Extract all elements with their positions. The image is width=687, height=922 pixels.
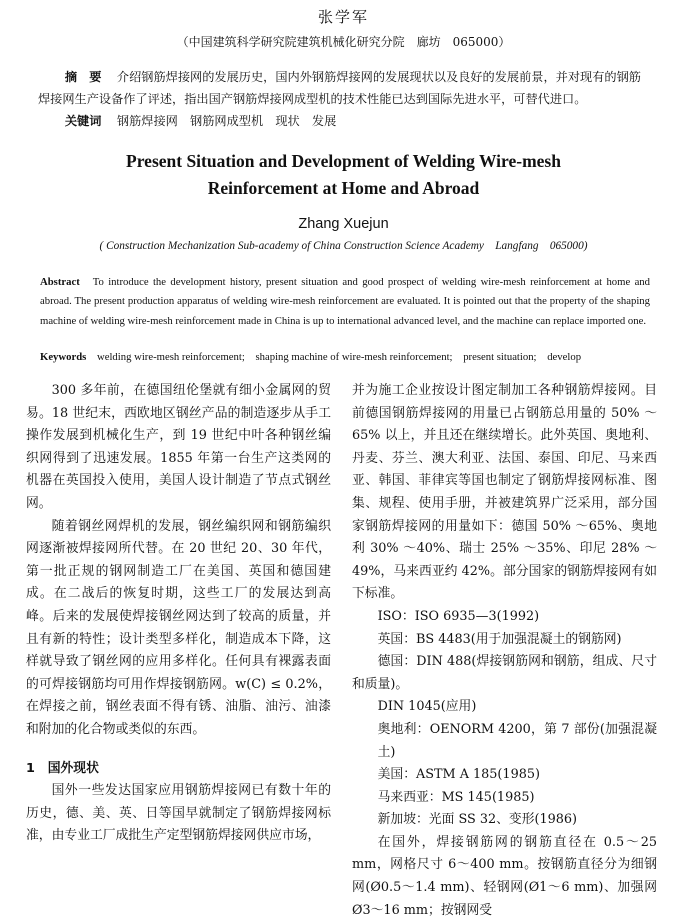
abstract-cn-label: 摘 要 (64, 70, 102, 84)
body-left-column (26, 380, 331, 848)
english-affiliation: ( Construction Mechanization Sub-academy of China Construction Science Academy Langfang 065000) (99, 240, 588, 252)
author-name-cn: 张学军 (317, 8, 369, 26)
english-title-line2: Reinforcement at Home and Abroad (207, 178, 480, 198)
abstract-cn-text: 介绍钢筋焊接网的发展历史，国内外钢筋焊接网的发展现状以及良好的发展前景，并对现有的钢筋焊接网生产设备作了评述，指出国产钢筋焊接网成型机的技术性能已达到国际先进水平，可替代进口。 (38, 70, 641, 106)
paragraph: 在国外，焊接钢筋网的钢筋直径在 0.5～25 mm，网格尺寸 6～400 mm。按钢筋直径分为细钢网(Ø0.5～1.4 mm)、轻钢网(Ø1～6 mm)、加强网 Ø3～16 mm；按钢网受 (352, 834, 657, 918)
standard-item: 德国：DIN 488(焊接钢筋网和钢筋，组成、尺寸和质量)。 (352, 654, 657, 692)
standard-item: 新加坡：光面 SS 32、变形(1986) (377, 812, 578, 828)
standard-item: ISO：ISO 6935—3(1992) (377, 608, 540, 624)
affiliation-cn: （中国建筑科学研究院建筑机械化研究分院 廊坊 065000） (176, 35, 511, 49)
paragraph: 并为施工企业按设计图定制加工各种钢筋焊接网。目前德国钢筋焊接网的用量已占钢筋总用量的 50% ～65% 以上，并且还在继续增长。此外英国、奥地利、丹麦、芬兰、澳大利亚、法国、泰国、印尼、马来西亚、韩国、菲律宾等国也制定了钢筋焊接网标准、图集、规程、使用手册，并被建筑界广泛采用，部分国家钢筋焊接网的用量如下：德国 50% ～65%、奥地利 30% ～40%、瑞士 25% ～35%、印尼 28% ～49%，马来西亚约 42%。部分国家的钢筋焊接网有如下标准。 (352, 383, 657, 602)
english-abstract-text: To introduce the development history, present situation and good prospect of welding wire-mesh reinforcement at home and abroad. The present production apparatus of welding wire-mesh reinforcement are evaluated. It is pointed out that the property of the shaping machine of welding wire-mesh reinforcement made in China is up to international advanced level, and the machine can replace imported one. (40, 276, 650, 327)
standard-item: 马来西亚：MS 145(1985) (377, 789, 535, 805)
english-title-line1: Present Situation and Development of Welding Wire-mesh (126, 151, 561, 171)
english-keywords-text: welding wire-mesh reinforcement; shaping machine of wire-mesh reinforcement; present situation; develop (97, 351, 582, 363)
standard-item: 美国：ASTM A 185(1985) (377, 767, 540, 783)
english-abstract-label: Abstract (40, 276, 80, 288)
body-right-column (352, 380, 657, 922)
english-author: Zhang Xuejun (298, 216, 389, 232)
english-keywords-label: Keywords (40, 351, 87, 363)
standard-item: 英国：BS 4483(用于加强混凝土的钢筋网) (377, 631, 622, 647)
paragraph: 300 多年前，在德国纽伦堡就有细小金属网的贸易。18 世纪末，西欧地区钢丝产品的制造逐步从手工操作发展到机械化生产，到 19 世纪中叶各种钢丝编织网得到了迅速发展。1855 年第一台生产这类网的机器在英国投入使用，美国人设计制造了节点式钢丝网。 (26, 383, 331, 511)
english-title (0, 148, 687, 202)
english-abstract (40, 273, 650, 331)
keywords-cn-label: 关键词 (64, 114, 102, 128)
standard-item: DIN 1045(应用) (377, 699, 477, 715)
standard-item: 奥地利：OENORM 4200，第 7 部份(加强混凝土) (377, 721, 657, 760)
keywords-cn-text: 钢筋焊接网 钢筋网成型机 现状 发展 (116, 114, 337, 128)
section-heading: 1 国外现状 (26, 760, 99, 776)
abstract-cn (38, 66, 650, 132)
english-keywords (40, 348, 650, 367)
paragraph: 随着钢丝网焊机的发展，钢丝编织网和钢筋编织网逐渐被焊接网所代替。在 20 世纪 20、30 年代，第一批正规的钢网制造工厂在美国、英国和德国建成。在二战后的恢复时期，这些工厂的发展达到高峰。后来的发展使焊接钢丝网达到了较高的质量，并且有新的特性；设计类型多样化，制造成本下降，这样就导致了钢丝网的应用多样化。任何具有裸露表面的可焊接钢筋均可用作焊接钢筋网。w(C) ≤ 0.2%，在焊接之前，钢丝表面不得有锈、油脂、油污、油漆和附加的化合物或类似的东西。 (26, 518, 331, 737)
paragraph: 国外一些发达国家应用钢筋焊接网已有数十年的历史，德、美、英、日等国早就制定了钢筋焊接网标准，由专业工厂成批生产定型钢筋焊接网供应市场， (26, 783, 331, 844)
